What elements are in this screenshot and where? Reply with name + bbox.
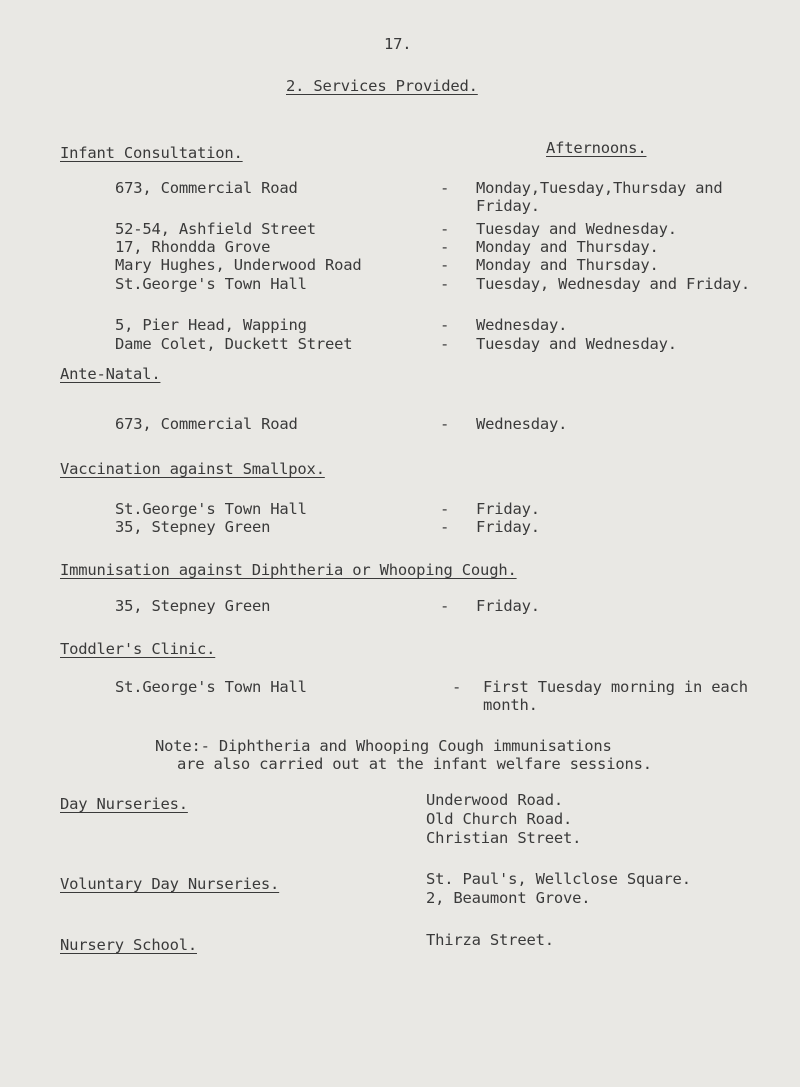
list-item: Thirza Street.	[426, 931, 554, 949]
list-item: Underwood Road.	[426, 791, 563, 809]
clinic-location: 673, Commercial Road	[115, 415, 298, 433]
ante-natal-heading: Ante-Natal.	[60, 365, 161, 383]
separator: -	[440, 597, 450, 615]
clinic-days: Friday.	[476, 518, 540, 536]
list-item: 2, Beaumont Grove.	[426, 889, 591, 907]
separator: -	[440, 500, 450, 518]
afternoons-heading: Afternoons.	[546, 139, 647, 157]
clinic-days: Friday.	[476, 597, 540, 615]
voluntary-day-nurseries-heading: Voluntary Day Nurseries.	[60, 875, 280, 893]
note-line-2: are also carried out at the infant welfare sessions.	[177, 755, 652, 773]
clinic-days: Monday,Tuesday,Thursday and Friday.	[476, 179, 723, 215]
clinic-days: Wednesday.	[476, 415, 568, 433]
clinic-location: St.George's Town Hall	[115, 678, 307, 696]
list-item: St. Paul's, Wellclose Square.	[426, 870, 691, 888]
clinic-days: Wednesday.	[476, 316, 568, 334]
separator: -	[440, 238, 450, 256]
infant-consultation-heading: Infant Consultation.	[60, 144, 243, 162]
toddlers-clinic-heading: Toddler's Clinic.	[60, 640, 216, 658]
separator: -	[440, 335, 450, 353]
clinic-location: St.George's Town Hall	[115, 500, 307, 518]
separator: -	[440, 316, 450, 334]
separator: -	[440, 275, 450, 293]
day-nurseries-heading: Day Nurseries.	[60, 795, 188, 813]
clinic-location: 35, Stepney Green	[115, 518, 271, 536]
separator: -	[440, 220, 450, 238]
list-item: Christian Street.	[426, 829, 582, 847]
vaccination-heading: Vaccination against Smallpox.	[60, 460, 325, 478]
nursery-school-heading: Nursery School.	[60, 936, 197, 954]
separator: -	[440, 415, 450, 433]
clinic-location: 673, Commercial Road	[115, 179, 298, 197]
clinic-location: St.George's Town Hall	[115, 275, 307, 293]
clinic-days: Tuesday and Wednesday.	[476, 220, 677, 238]
clinic-location: 5, Pier Head, Wapping	[115, 316, 307, 334]
note-line-1: Note:- Diphtheria and Whooping Cough immunisations	[155, 737, 612, 755]
clinic-days: Monday and Thursday.	[476, 256, 659, 274]
clinic-location: 52-54, Ashfield Street	[115, 220, 316, 238]
separator: -	[440, 256, 450, 274]
clinic-days: First Tuesday morning in each month.	[483, 678, 748, 714]
clinic-days: Tuesday, Wednesday and Friday.	[476, 275, 750, 293]
clinic-location: Mary Hughes, Underwood Road	[115, 256, 362, 274]
clinic-days: Monday and Thursday.	[476, 238, 659, 256]
separator: -	[452, 678, 462, 696]
clinic-location: Dame Colet, Duckett Street	[115, 335, 353, 353]
page-title: 2. Services Provided.	[286, 77, 478, 95]
immunisation-heading: Immunisation against Diphtheria or Whooping Cough.	[60, 561, 517, 579]
list-item: Old Church Road.	[426, 810, 573, 828]
separator: -	[440, 179, 450, 197]
page-number: 17.	[384, 35, 412, 53]
separator: -	[440, 518, 450, 536]
clinic-location: 17, Rhondda Grove	[115, 238, 271, 256]
clinic-days: Friday.	[476, 500, 540, 518]
clinic-location: 35, Stepney Green	[115, 597, 271, 615]
clinic-days: Tuesday and Wednesday.	[476, 335, 677, 353]
